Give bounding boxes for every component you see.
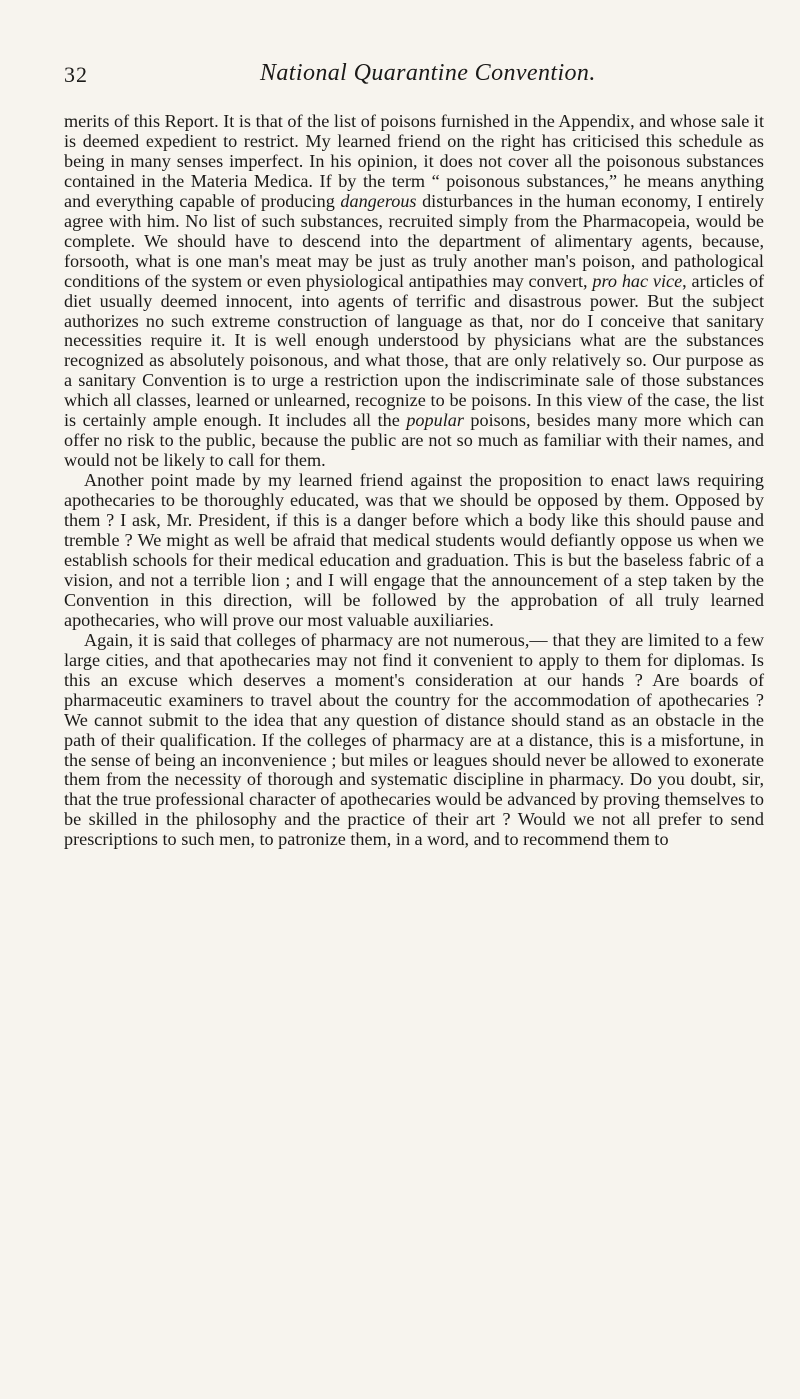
text-run: , articles of diet usually deemed innocent, into agents of terrific and disastrous power. But the subject authorizes no such extreme construction of language as that, nor do I conceive that sanitary necessities require it. It is well enough understood by physicians what are the substances recognized as absolutely poisonous, and what those, that are only relatively so. Our purpose as a sanitary Convention is to urge a restriction upon the indiscriminate sale of those substances which all classes, learned or unlearned, recognize to be poisons. In this view of the case, the list is certainly ample enough. It includes all the: [64, 270, 764, 431]
text-run: merits of this Report. It is that of the list of poisons furnished in the Appendix, and whose sale it is deemed expedient to restrict. My learned friend on the right has criticised this schedule as being in many senses imperfect. In his opinion, it does not cover all the poisonous substances contained in the Materia Medica. If by the term “ poisonous substances,” he means anything and everything capable of producing: [64, 111, 764, 211]
italic-text: dangerous: [340, 190, 417, 211]
paragraph: [64, 631, 764, 850]
text-run: Again, it is said that colleges of pharmacy are not numerous,— that they are limited to a few large cities, and that apothecaries may not find it convenient to apply to them for diplomas. Is this an excuse which deserves a moment's consideration at our hands ? Are boards of pharmaceutic examiners to travel about the country for the accommodation of apothecaries ? We cannot submit to the idea that any question of distance should stand as an obstacle in the path of their qualification. If the colleges of pharmacy are at a distance, this is a misfortune, in the sense of being an inconvenience ; but miles or leagues should never be allowed to exonerate them from the necessity of thorough and systematic discipline in pharmacy. Do you doubt, sir, that the true professional character of apothecaries would be advanced by proving themselves to be skilled in the philosophy and the practice of their art ? Would we not all prefer to send prescriptions to such men, to patronize them, in a word, and to recommend them to: [64, 629, 764, 850]
paragraph: [64, 471, 764, 631]
italic-text: pro hac vice: [592, 270, 683, 291]
text-run: poisons, besides many more which can offer no risk to the public, because the public are not so much as familiar with their names, and would not be likely to call for them.: [64, 410, 764, 471]
text-run: disturbances in the human economy, I entirely agree with him. No list of such substances, recruited simply from the Pharmacopeia, would be complete. We should have to descend into the department of alimentary agents, because, forsooth, what is one man's meat may be just as truly another man's poison, and pathological conditions of the system or even physiological antipathies may convert,: [64, 190, 764, 291]
paragraph: [64, 112, 764, 471]
running-head: National Quarantine Convention.: [260, 60, 596, 86]
italic-text: popular: [406, 410, 464, 431]
page-header: [64, 62, 764, 92]
text-run: Another point made by my learned friend against the proposition to enact laws requiring apothecaries to be thoroughly educated, was that we should be opposed by them. Opposed by them ? I ask, Mr. President, if this is a danger before which a body like this should pause and tremble ? We might as well be afraid that medical students would defiantly oppose us when we establish schools for their medical education and graduation. This is but the baseless fabric of a vision, and not a terrible lion ; and I will engage that the announcement of a step taken by the Convention in this direction, will be followed by the approbation of all truly learned apothecaries, who will prove our most valuable auxiliaries.: [64, 470, 764, 630]
page-number: 32: [64, 62, 88, 87]
body-text: [64, 112, 764, 850]
